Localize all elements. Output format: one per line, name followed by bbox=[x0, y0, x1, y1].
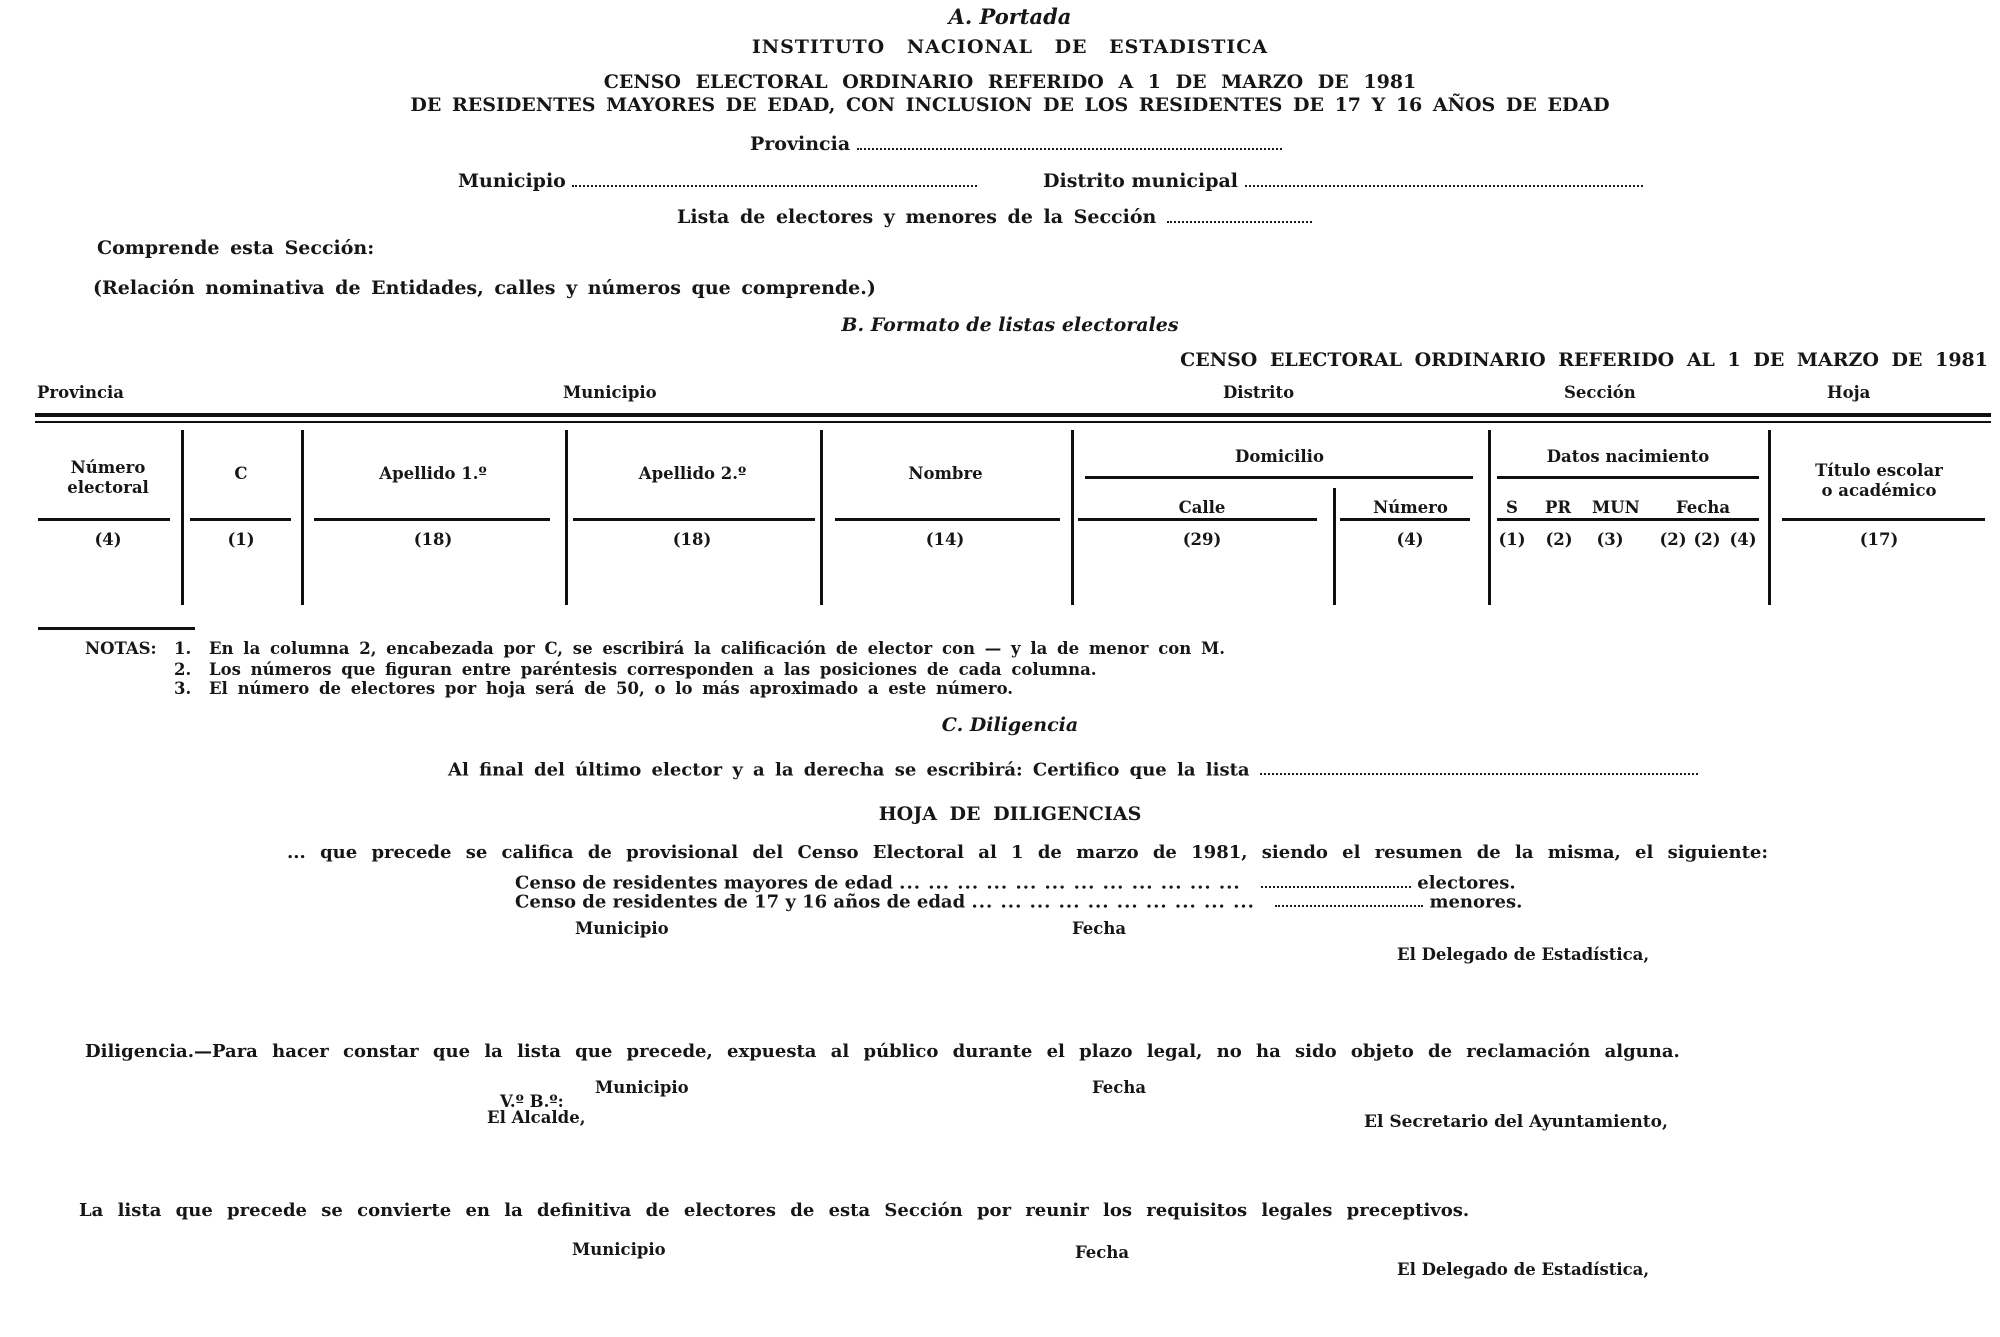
table-vertical-divider bbox=[820, 430, 823, 605]
delegado-signature: El Delegado de Estadística, bbox=[1397, 945, 1650, 964]
nota-item-3 bbox=[174, 681, 1013, 698]
col-width-apellido2: (18) bbox=[672, 530, 712, 549]
lista-label: Lista de electores y menores de la Sección bbox=[677, 206, 1157, 229]
field-label-municipio: Municipio bbox=[563, 383, 657, 402]
col-header-calle: Calle bbox=[1178, 498, 1226, 517]
certifico-dotted-line bbox=[1260, 759, 1698, 775]
field-label-provincia: Provincia bbox=[37, 383, 124, 402]
col-width-fecha-ano: (4) bbox=[1729, 530, 1757, 549]
col-underline bbox=[1782, 518, 1985, 521]
field-label-hoja: Hoja bbox=[1827, 383, 1871, 402]
col-underline bbox=[835, 518, 1060, 521]
resumen-dotted-line bbox=[1261, 872, 1411, 888]
section-b-heading: B. Formato de listas electorales bbox=[841, 314, 1179, 336]
distrito-municipal-field bbox=[1043, 170, 1643, 191]
col-width-calle: (29) bbox=[1182, 530, 1222, 549]
nota-number: 2. bbox=[174, 660, 192, 679]
nota-number: 1. bbox=[174, 639, 192, 658]
nota-text: El número de electores por hoja será de 50, o lo más aproximado a este número. bbox=[208, 679, 1014, 698]
col-width-mun: (3) bbox=[1596, 530, 1624, 549]
col-width-nombre: (14) bbox=[925, 530, 965, 549]
delegado-signature: El Delegado de Estadística, bbox=[1397, 1260, 1650, 1279]
resumen-spaced-dots: ... ... ... ... ... ... ... ... ... ... bbox=[971, 891, 1255, 913]
col-width-titulo: (17) bbox=[1859, 530, 1899, 549]
certifico-line: Al final del último elector y a la derecha se escribirá: Certifico que la lista bbox=[448, 759, 1698, 779]
col-underline bbox=[1340, 518, 1470, 521]
col-width-numero-electoral: (4) bbox=[94, 530, 122, 549]
col-header-numero-electoral: Número electoral bbox=[67, 458, 149, 497]
resumen-row-electores bbox=[515, 872, 1516, 892]
col-width-apellido1: (18) bbox=[413, 530, 453, 549]
municipio-label: Municipio bbox=[458, 170, 566, 193]
municipio-dotted-line bbox=[572, 170, 977, 187]
col-header-c: C bbox=[234, 464, 248, 483]
fecha-signature-label: Fecha bbox=[1092, 1078, 1147, 1097]
table-vertical-divider bbox=[565, 430, 568, 605]
resumen-label: Censo de residentes de 17 y 16 años de edad bbox=[515, 891, 966, 913]
municipio-signature-label: Municipio bbox=[595, 1078, 689, 1097]
col-width-fecha-mes: (2) bbox=[1693, 530, 1721, 549]
resumen-row-menores bbox=[515, 891, 1522, 911]
lista-dotted-line bbox=[1167, 206, 1312, 223]
table-vertical-divider bbox=[181, 430, 184, 605]
col-width-fecha-dia: (2) bbox=[1659, 530, 1687, 549]
nota-text: En la columna 2, encabezada por C, se escribirá la calificación de elector con — y la de menor con M. bbox=[208, 639, 1226, 658]
col-width-c: (1) bbox=[227, 530, 255, 549]
field-label-distrito: Distrito bbox=[1223, 383, 1295, 402]
table-top-rule-thin bbox=[35, 421, 1991, 423]
hoja-diligencias-heading: HOJA DE DILIGENCIAS bbox=[878, 803, 1142, 825]
col-underline bbox=[573, 518, 815, 521]
definitiva-paragraph: La lista que precede se convierte en la definitiva de electores de esta Sección por reunir los requisitos legales preceptivos. bbox=[79, 1200, 1470, 1221]
col-width-s: (1) bbox=[1498, 530, 1526, 549]
col-header-apellido2: Apellido 2.º bbox=[638, 464, 747, 483]
municipio-field bbox=[458, 170, 977, 191]
censo-title-line2: DE RESIDENTES MAYORES DE EDAD, CON INCLUSION DE LOS RESIDENTES DE 17 Y 16 AÑOS DE EDAD bbox=[410, 94, 1610, 116]
visto-bueno-label: V.º B.º: bbox=[500, 1092, 564, 1111]
group-header-domicilio: Domicilio bbox=[1235, 447, 1324, 466]
fecha-signature-label: Fecha bbox=[1075, 1243, 1130, 1262]
provincia-label: Provincia bbox=[750, 133, 851, 156]
col-underline bbox=[314, 518, 550, 521]
resumen-suffix: menores. bbox=[1429, 891, 1523, 913]
col-header-fecha: Fecha bbox=[1676, 498, 1731, 517]
col-header-s: S bbox=[1506, 498, 1518, 517]
censo-title-line1: CENSO ELECTORAL ORDINARIO REFERIDO A 1 DE MARZO DE 1981 bbox=[603, 71, 1417, 93]
col-width-numero-domicilio: (4) bbox=[1396, 530, 1424, 549]
section-c-heading: C. Diligencia bbox=[941, 714, 1079, 736]
resumen-label: Censo de residentes mayores de edad bbox=[515, 872, 893, 894]
nota-text: Los números que figuran entre paréntesis corresponden a las posiciones de cada columna. bbox=[208, 660, 1097, 679]
section-a-heading: A. Portada bbox=[948, 4, 1072, 29]
notas-label: NOTAS: bbox=[85, 639, 157, 658]
resumen-dotted-line bbox=[1275, 891, 1423, 907]
col-underline bbox=[1078, 518, 1317, 521]
institute-title: INSTITUTO NACIONAL DE ESTADISTICA bbox=[751, 36, 1269, 58]
resumen-suffix: electores. bbox=[1417, 872, 1516, 894]
col-width-pr: (2) bbox=[1545, 530, 1573, 549]
col-underline bbox=[1497, 518, 1759, 521]
alcalde-signature: El Alcalde, bbox=[487, 1108, 586, 1127]
group-header-datos-nacimiento: Datos nacimiento bbox=[1546, 447, 1710, 466]
notas-rule bbox=[38, 627, 195, 630]
nota-number: 3. bbox=[174, 679, 192, 698]
nota-item-2 bbox=[174, 662, 1097, 679]
table-vertical-divider bbox=[1768, 430, 1771, 605]
col-header-numero-domicilio: Número bbox=[1373, 498, 1448, 517]
col-underline bbox=[190, 518, 291, 521]
col-header-titulo: Título escolar o académico bbox=[1815, 461, 1943, 500]
diligencia2-paragraph: Diligencia.—Para hacer constar que la lista que precede, expuesta al público durante el plazo legal, no ha sido objeto de reclamación alguna. bbox=[85, 1041, 1680, 1062]
secretario-signature: El Secretario del Ayuntamiento, bbox=[1364, 1112, 1668, 1132]
col-header-apellido1: Apellido 1.º bbox=[379, 464, 487, 483]
provincia-dotted-line bbox=[857, 133, 1282, 150]
col-header-nombre: Nombre bbox=[908, 464, 983, 483]
provincia-field bbox=[750, 133, 1282, 154]
distrito-municipal-label: Distrito municipal bbox=[1043, 170, 1239, 193]
diligencia-intro: ... que precede se califica de provisional del Censo Electoral al 1 de marzo de 1981, siendo el resumen de la misma, el siguiente: bbox=[287, 842, 1769, 863]
col-header-mun: MUN bbox=[1592, 498, 1640, 517]
resumen-spaced-dots: ... ... ... ... ... ... ... ... ... ... ... ... bbox=[899, 872, 1241, 894]
lista-field bbox=[677, 206, 1312, 227]
comprende-line: Comprende esta Sección: bbox=[97, 237, 375, 259]
table-vertical-divider bbox=[301, 430, 304, 605]
nota-item-1 bbox=[174, 641, 1225, 658]
field-label-seccion: Sección bbox=[1564, 383, 1636, 402]
table-top-rule-thick bbox=[35, 413, 1991, 417]
relacion-line: (Relación nominativa de Entidades, calles y números que comprende.) bbox=[93, 277, 876, 299]
domicilio-underline bbox=[1085, 476, 1473, 479]
col-header-pr: PR bbox=[1545, 498, 1572, 517]
datos-underline bbox=[1497, 476, 1759, 479]
municipio-signature-label: Municipio bbox=[572, 1240, 666, 1259]
col-underline bbox=[38, 518, 170, 521]
distrito-dotted-line bbox=[1245, 170, 1643, 187]
municipio-signature-label: Municipio bbox=[575, 919, 669, 938]
censo-title-right: CENSO ELECTORAL ORDINARIO REFERIDO AL 1 DE MARZO DE 1981 bbox=[1180, 349, 1988, 371]
fecha-signature-label: Fecha bbox=[1072, 919, 1127, 938]
